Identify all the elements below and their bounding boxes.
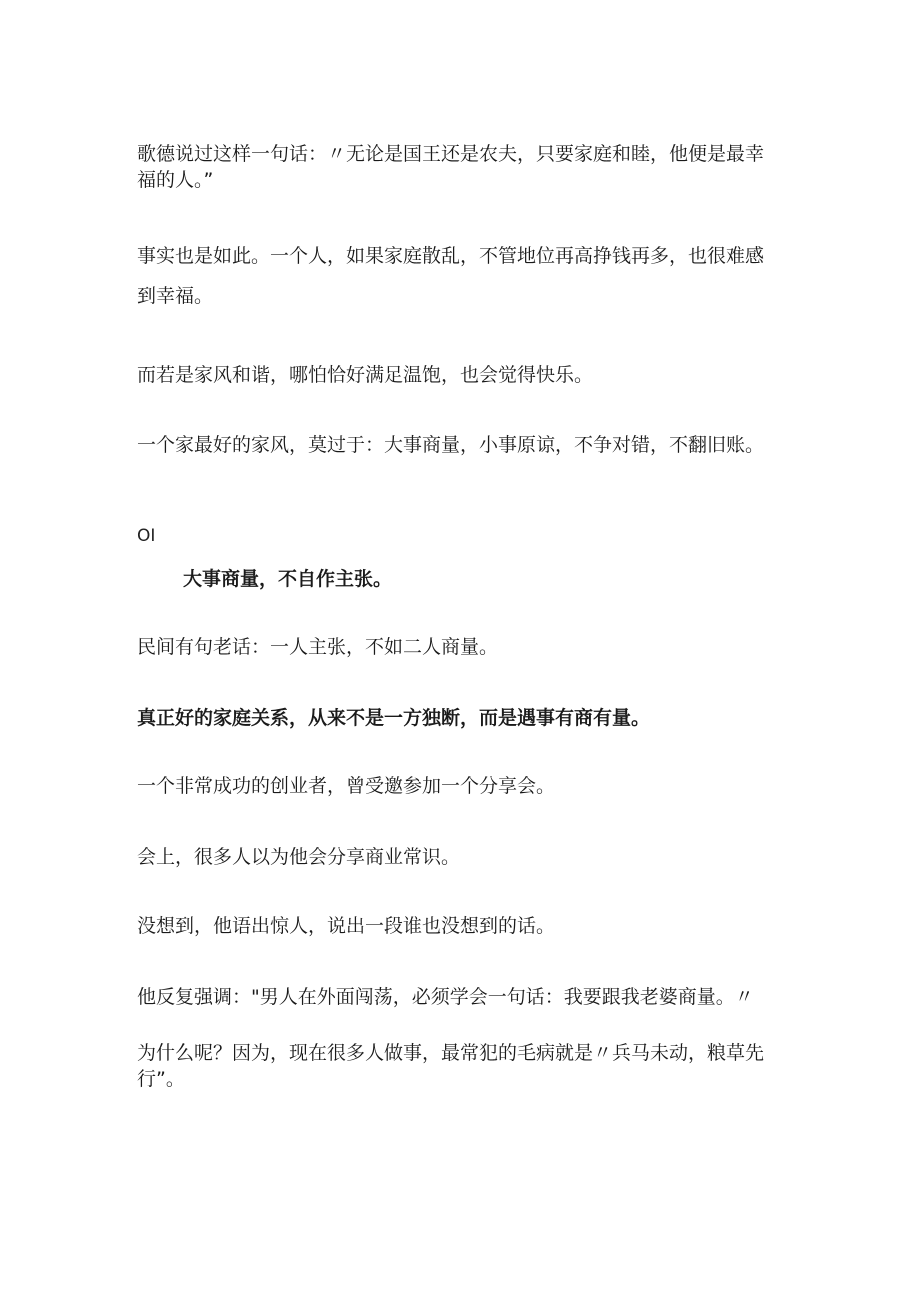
paragraph-family-fact: 事实也是如此。一个人，如果家庭散乱，不管地位再高挣钱再多，也很难感到幸福。: [137, 245, 765, 307]
paragraph-good-relationship: 真正好的家庭关系，从来不是一方独断，而是遇事有商有量。: [137, 707, 651, 729]
paragraph-repeated-emphasis: 他反复强调："男人在外面闯荡，必须学会一句话：我要跟我老婆商量。〃: [137, 986, 754, 1008]
paragraph-surprising-words: 没想到，他语出惊人，说出一段谁也没想到的话。: [137, 915, 556, 937]
section-number: OI: [137, 526, 156, 546]
paragraph-business-common-sense: 会上，很多人以为他会分享商业常识。: [137, 846, 461, 868]
paragraph-entrepreneur: 一个非常成功的创业者，曾受邀参加一个分享会。: [137, 775, 556, 797]
section-heading: 大事商量，不自作主张。: [183, 568, 393, 590]
paragraph-goethe-quote: 歌德说过这样一句话：〃无论是国王还是农夫，只要家庭和睦，他便是最幸福的人。”: [137, 143, 765, 191]
paragraph-harmony: 而若是家风和谐，哪怕恰好满足温饱，也会觉得快乐。: [137, 364, 594, 386]
paragraph-old-saying: 民间有句老话：一人主张，不如二人商量。: [137, 636, 499, 658]
paragraph-best-family-style: 一个家最好的家风，莫过于：大事商量，小事原谅，不争对错，不翻旧账。: [137, 434, 765, 456]
paragraph-why: 为什么呢？因为，现在很多人做事，最常犯的毛病就是〃兵马未动，粮草先行”。: [137, 1042, 765, 1090]
